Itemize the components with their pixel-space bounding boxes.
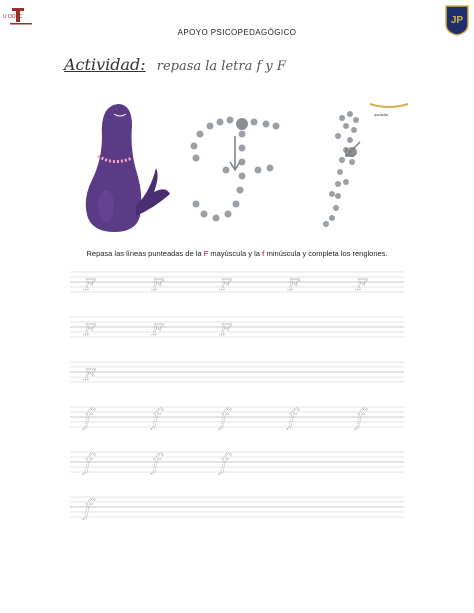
- caption-arc-decoration: [370, 104, 408, 107]
- activity-label: Actividad:: [64, 55, 146, 74]
- practice-row: [70, 272, 404, 294]
- instruction-text-before: Repasa las líneas punteadas de la: [86, 249, 204, 258]
- tracing-glyph-lower: f: [220, 406, 229, 431]
- seal-illustration: [86, 104, 170, 232]
- practice-row: [70, 317, 404, 339]
- tracing-glyph-lower: f: [152, 451, 161, 476]
- instruction-lower-letter: f: [262, 249, 265, 258]
- header-title: APOYO PSICOPEDAGÓGICO: [177, 28, 297, 37]
- tracing-glyph-upper: F: [152, 320, 164, 339]
- illustration: [70, 96, 410, 236]
- practice-row: [70, 362, 404, 384]
- dotted-lowercase-letter: [323, 111, 359, 227]
- instruction-text-after: minúscula y completa los renglones.: [264, 249, 388, 258]
- tracing-glyph-upper: F: [356, 275, 368, 294]
- activity-text: repasa la letra f y F: [156, 59, 286, 74]
- practice-row: [70, 451, 404, 476]
- stroke-arrow-upper: [230, 136, 240, 170]
- tracing-glyph-lower: f: [152, 406, 161, 431]
- instruction-text: [0, 249, 474, 258]
- tracing-glyph-lower: f: [220, 451, 229, 476]
- instruction-upper-letter: F: [203, 249, 209, 258]
- activity-heading: [64, 55, 286, 74]
- tracing-glyph-upper: F: [84, 275, 96, 294]
- practice-area: [70, 268, 404, 558]
- practice-row: [70, 496, 404, 521]
- tracing-glyph-lower: f: [84, 406, 93, 431]
- tracing-glyph-lower: f: [84, 496, 93, 521]
- tracing-glyph-upper: F: [288, 275, 300, 294]
- tracing-glyph-upper: F: [84, 365, 96, 384]
- school-logo-left-text: U ODEC: [3, 14, 23, 20]
- tracing-glyph-lower: f: [84, 451, 93, 476]
- school-logo-right-text: JP: [450, 15, 464, 26]
- tracing-glyph-upper: F: [84, 320, 96, 339]
- instruction-text-middle: mayúscula y la: [208, 249, 263, 258]
- tracing-glyph-upper: F: [152, 275, 164, 294]
- tracing-glyph-upper: F: [220, 320, 232, 339]
- practice-row: [70, 406, 404, 431]
- tracing-glyph-lower: f: [356, 406, 365, 431]
- tracing-glyph-lower: f: [288, 406, 297, 431]
- illustration-caption: ʞuɐʇɐʇʇɐ: [374, 112, 389, 117]
- tracing-glyph-upper: F: [220, 275, 232, 294]
